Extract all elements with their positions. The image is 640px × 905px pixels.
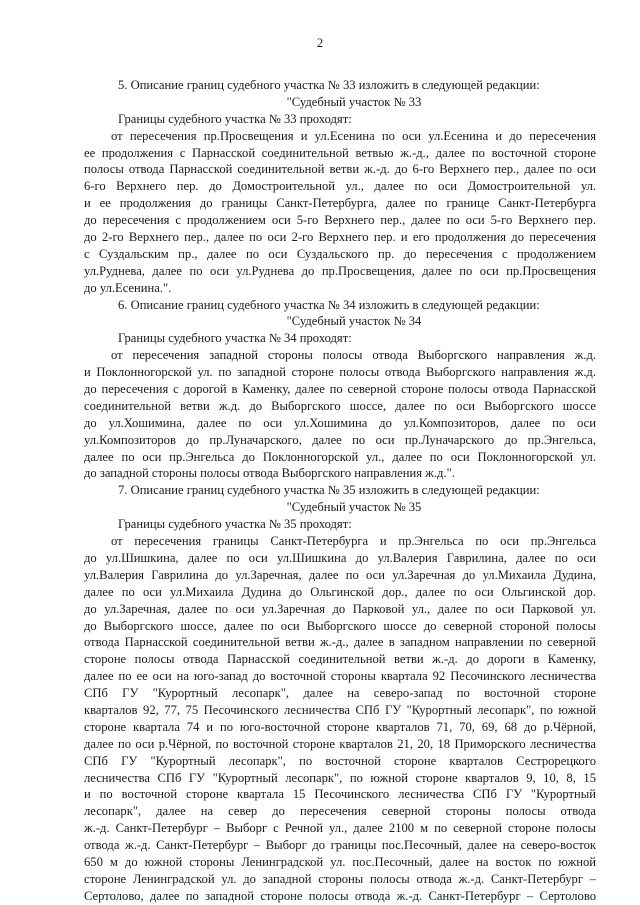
text-line: отвода ж.-д. Санкт-Петербург – Выборг до границы пос.Песочный, далее на северо-восток <box>84 838 596 853</box>
text-line: далее по оси ул.Михаила Дудина до Ольгинской дор., далее по оси Ольгинской дор. <box>84 584 596 599</box>
text-line: до 2-го Верхнего пер., далее по оси 2-го Верхнего пер. и его продолжения до пересечения <box>84 230 596 245</box>
text-line: лесничества СПб ГУ "Курортный лесопарк", по южной стороне кварталов 9, 10, 8, 15 <box>84 770 596 785</box>
text-line: кварталов 92, 77, 75 Песочинского лесничества СПб ГУ "Курортный лесопарк", по южной <box>84 702 596 717</box>
text-line: Границы судебного участка № 35 проходят: <box>118 517 352 532</box>
page-number: 2 <box>316 36 324 50</box>
text-line: далее по оси р.Чёрной, по восточной стороне кварталов 21, 20, 18 Приморского лесничества <box>84 736 596 751</box>
text-line: Границы судебного участка № 33 проходят: <box>118 111 352 126</box>
text-line: 6-го Верхнего пер. до Домостроительной ул., далее по оси Домостроительной ул. <box>84 179 596 194</box>
text-line: "Судебный участок № 35 <box>286 500 422 515</box>
text-line: ул.Руднева, далее по оси ул.Руднева до пр.Просвещения, далее по оси пр.Просвещения <box>84 263 596 278</box>
text-line: лесопарк", далее на север до пересечения северной стороны полосы отвода <box>84 804 596 819</box>
text-line: от пересечения западной стороны полосы отвода Выборгского направления ж.д. <box>111 348 596 363</box>
text-line: стороне квартала 74 и по юго-восточной стороне кварталов 71, 70, 69, 68 до р.Чёрной, <box>84 719 596 734</box>
text-line: ул.Композиторов до пр.Луначарского, далее по оси пр.Луначарского до пр.Энгельса, <box>84 432 596 447</box>
text-line: Границы судебного участка № 34 проходят: <box>118 331 352 346</box>
text-line: и Поклонногорской ул. по западной стороне полосы отвода Выборгского направления ж.д. <box>84 365 596 380</box>
text-line: ж.-д. Санкт-Петербург – Выборг с Речной ул., далее 2100 м по северной стороне полосы <box>84 821 596 836</box>
text-line: ул.Валерия Гаврилина до ул.Заречная, далее по оси ул.Заречная до ул.Михаила Дудина, <box>84 567 596 582</box>
text-line: до пересечения с продолжением оси 5-го Верхнего пер., далее по оси 5-го Верхнего пер. <box>84 213 596 228</box>
text-line: до ул.Заречная, далее по оси ул.Заречная до Парковой ул., далее по оси Парковой ул. <box>84 601 596 616</box>
text-line: Сертолово, далее по западной стороне полосы отвода ж.-д. Санкт-Петербург – Сертолово <box>84 888 596 903</box>
text-line: от пересечения границы Санкт-Петербурга и пр.Энгельса по оси пр.Энгельса <box>111 534 596 549</box>
text-line: СПб ГУ "Курортный лесопарк", далее на северо-запад по восточной стороне <box>84 686 596 701</box>
text-line: полосы отвода Парнасской соединительной ветви ж.-д. до 6-го Верхнего пер., далее по оси <box>84 162 596 177</box>
text-line: 5. Описание границ судебного участка № 33 изложить в следующей редакции: <box>118 78 540 92</box>
text-line: "Судебный участок № 33 <box>286 94 422 109</box>
text-line: до ул.Хошимина, далее по оси ул.Хошимина до ул.Композиторов, далее по оси <box>84 415 596 430</box>
text-line: 650 м до южной стороны Ленинградской ул. пос.Песочный, далее на восток по южной <box>84 854 596 869</box>
text-line: далее по оси пр.Энгельса до Поклонногорской ул., далее по оси Поклонногорской ул. <box>84 449 596 464</box>
text-line: стороне полосы отвода Парнасской соединительной ветви ж.-д. до дороги в Каменку, <box>84 652 596 667</box>
document-body <box>84 77 596 905</box>
text-line: СПб ГУ "Курортный лесопарк", по восточной стороне кварталов Сестрорецкого <box>84 753 596 768</box>
text-line: 7. Описание границ судебного участка № 35 изложить в следующей редакции: <box>118 483 540 498</box>
text-line: 6. Описание границ судебного участка № 34 изложить в следующей редакции: <box>118 297 540 312</box>
text-line: от пересечения пр.Просвещения и ул.Есенина по оси ул.Есенина и до пересечения <box>111 128 596 143</box>
text-line: отвода Парнасской соединительной ветви ж.-д., далее в западном направлении по северной <box>84 635 596 650</box>
text-line: до Выборгского шоссе, далее по оси Выборгского шоссе до северной стороной полосы <box>84 618 596 633</box>
text-line: далее по ее оси на юго-запад до восточной стороны квартала 92 Песочинского лесничества <box>84 669 596 684</box>
text-line: соединительной ветви ж.д. до Выборгского шоссе, далее по оси Выборгского шоссе <box>84 398 596 413</box>
text-line: с Суздальским пр., далее по оси Суздальского пр. до пересечения с продолжением <box>84 246 596 261</box>
text-line: и ее продолжения до границы Санкт-Петербурга, далее по границе Санкт-Петербурга <box>84 196 596 211</box>
text-line: до западной стороны полосы отвода Выборгского направления ж.д.". <box>84 466 455 481</box>
text-line: до пересечения с дорогой в Каменку, далее по северной стороне полосы отвода Парнасской <box>84 382 596 397</box>
text-line: и по восточной стороне квартала 15 Песочинского лесничества СПб ГУ "Курортный <box>84 787 596 802</box>
text-line: до ул.Шишкина, далее по оси ул.Шишкина до ул.Валерия Гаврилина, далее по оси <box>84 550 596 565</box>
text-line: ее продолжения с Парнасской соединительной ветвью ж.-д., далее по восточной стороне <box>84 145 596 160</box>
text-line: до ул.Есенина.". <box>84 280 172 295</box>
text-line: "Судебный участок № 34 <box>286 314 422 329</box>
text-line: стороне Ленинградской ул. до западной стороны полосы отвода ж.-д. Санкт-Петербург – <box>84 871 596 886</box>
